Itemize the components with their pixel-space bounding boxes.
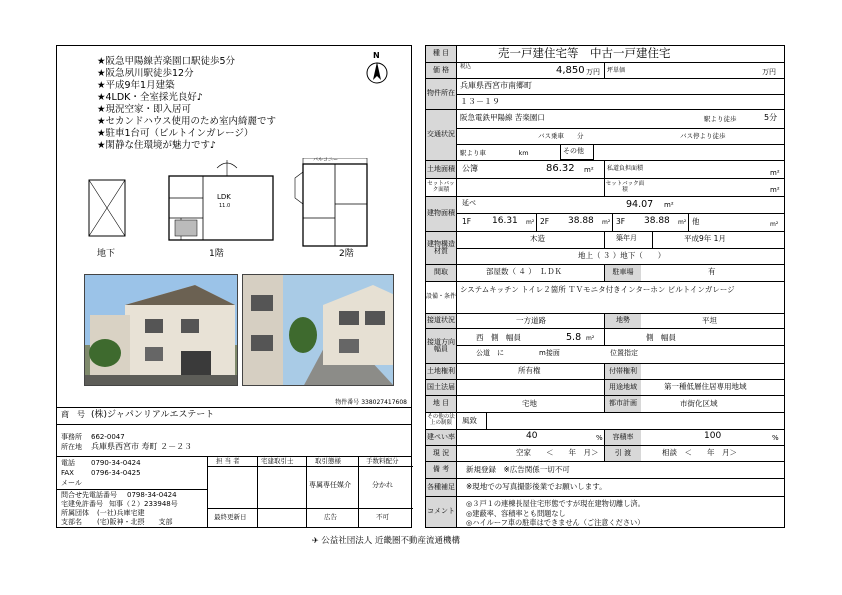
- remarks: 新規登録 ※広告関係一切不可: [466, 465, 570, 474]
- handover: 相談 ＜ 年 月＞: [662, 448, 737, 457]
- easement-label: 付帯権利: [605, 364, 641, 379]
- remarks-label: 備 考: [426, 462, 456, 478]
- note-label: 各種補足: [426, 479, 456, 496]
- land-right-label: 土地権利: [426, 364, 456, 379]
- private-road-label: 私道負担面積: [605, 161, 645, 178]
- built-date: 平成9年 1月: [684, 234, 726, 243]
- f1-unit: m²: [526, 219, 535, 226]
- tax-label: 税込: [460, 64, 472, 70]
- org-logo-icon: ✈: [312, 536, 322, 545]
- city-plan: 市街化区域: [680, 399, 718, 408]
- feature-item: ★駐車1台可（ビルトインガレージ）: [97, 128, 254, 139]
- current-ym: ＜ 年 月＞: [546, 448, 599, 457]
- parking-label: 駐車場: [605, 265, 641, 281]
- floor-area-ratio: 100: [704, 431, 722, 441]
- rail-line: 阪急電鉄甲陽線 苦楽園口: [460, 113, 545, 122]
- walk-minutes: 5分: [764, 113, 778, 122]
- feature-item: ★閑静な住環境が魅力です♪: [97, 140, 217, 151]
- floor-2f: 2階: [339, 249, 354, 259]
- bus-walk-label: バス停より徒歩: [680, 132, 726, 140]
- land-category-label: 地 目: [426, 396, 456, 412]
- transit-label: 交通状況: [426, 110, 456, 160]
- staff-license-header: 宅建取引士: [261, 457, 294, 465]
- coverage-unit: %: [596, 434, 603, 442]
- land-right: 所有権: [518, 366, 541, 375]
- structure: 木造: [530, 234, 545, 243]
- road-label: 接道状況: [426, 314, 456, 328]
- left-panel: [56, 45, 412, 528]
- road-direction: 西 側 幅員: [476, 333, 521, 342]
- built-label: 築年月: [616, 234, 637, 242]
- feature-item: ★阪急夙川駅徒歩12分: [97, 68, 194, 79]
- tel: 0790-34-0424: [91, 459, 141, 467]
- floor-1f: 1階: [209, 249, 224, 259]
- f2-area: 38.88: [568, 216, 594, 226]
- zoning: 第一種低層住居専用地域: [664, 382, 747, 391]
- topography-label: 地勢: [605, 314, 641, 328]
- land-area-unit: m²: [584, 166, 594, 174]
- feature-item: ★阪急甲陽線苦楽園口駅徒歩5分: [97, 56, 236, 67]
- staff-person-header: 担 当 者: [216, 457, 240, 465]
- company-name-label: 商 号: [61, 410, 85, 419]
- comment-list: [466, 499, 645, 528]
- comment-item: ◎３戸１の連棟長屋住宅形態ですが現在建物切離し済。: [466, 499, 645, 508]
- feature-item: ★平成9年1月建築: [97, 80, 175, 91]
- staff-table: [207, 456, 413, 528]
- ldk-size: 11.0: [219, 203, 231, 209]
- office-label: 事務所: [61, 433, 82, 441]
- other-restriction: 風致: [462, 416, 477, 425]
- doc-number: 物件番号 338027417608: [335, 399, 407, 406]
- license: 知事（２）233948号: [109, 500, 178, 508]
- ldk-label: LDK: [217, 193, 231, 201]
- handover-label: 引 渡: [605, 446, 641, 461]
- ad-header: 広告: [324, 513, 337, 521]
- balcony-label: バルコニー: [313, 157, 339, 163]
- other-restriction-label: その他の法上の制限: [426, 413, 456, 429]
- contact-label: 問合せ先電話番号: [61, 491, 117, 499]
- setback-label: セットバック面積: [426, 179, 456, 196]
- fax: 0796-34-0425: [91, 469, 141, 477]
- floor-plan-drawing: [77, 158, 397, 258]
- walk-label: 駅より徒歩: [704, 115, 737, 123]
- contact-tel: 0798-34-0424: [127, 491, 177, 499]
- address-line-1: 兵庫県西宮市南郷町: [460, 81, 532, 90]
- zoning-label: 用途地域: [605, 380, 641, 395]
- equipment-label: 設備・条件: [426, 282, 456, 313]
- structure-label: 建物構造材質: [426, 232, 456, 264]
- f2-label: 2F: [540, 217, 550, 226]
- branch-label: 支部名: [61, 518, 82, 526]
- public-road: 公道 に m接面: [476, 349, 560, 357]
- road-type: 一方道路: [516, 316, 546, 325]
- parking: 有: [708, 267, 716, 276]
- far-label: 容積率: [605, 430, 641, 445]
- north-arrow-icon: N: [365, 52, 389, 86]
- house-photo-front: [84, 274, 238, 386]
- national-land-label: 国土法届: [426, 380, 456, 395]
- bus-ride-label: バス乗車 分: [538, 132, 584, 140]
- comment-label: コメント: [426, 497, 456, 527]
- f1-label: 1F: [462, 217, 472, 226]
- mail-label: メール: [61, 479, 82, 487]
- position-designation: 位置指定: [610, 349, 638, 357]
- location-label: 物件所在: [426, 79, 456, 109]
- current-status-label: 現 況: [426, 446, 456, 461]
- floor-total-unit: m²: [664, 201, 674, 209]
- price-unit: 万円: [586, 68, 600, 76]
- floor-count: 地上（ ３ ）地下（ ）: [578, 251, 666, 260]
- fee-header: 手数料配分: [366, 457, 399, 465]
- road-width-unit: m²: [586, 335, 595, 342]
- company-address: 兵庫県西宮市 寿町 ２－２３: [91, 442, 193, 451]
- footer-org: ✈ 公益社団法人 近畿圏不動産流通機構: [312, 536, 460, 546]
- f1-area: 16.31: [492, 216, 518, 226]
- other-transit-label: その他: [563, 147, 584, 155]
- car-km-label: 駅より車 km: [460, 149, 529, 157]
- office-zip: 662-0047: [91, 433, 125, 441]
- floor-plan: [77, 158, 397, 268]
- updated-header: 最終更新日: [214, 513, 247, 521]
- f3-area: 38.88: [644, 216, 670, 226]
- property-type: 売一戸建住宅等 中古一戸建住宅: [498, 46, 671, 60]
- far-unit: %: [772, 434, 779, 442]
- tel-label: 電話: [61, 459, 75, 467]
- note: ※現地での写真撮影後業でお願いします。: [466, 482, 607, 491]
- land-category: 宅地: [522, 399, 537, 408]
- coverage: 40: [526, 431, 538, 441]
- current-status: 空家: [516, 448, 531, 457]
- right-panel: [425, 45, 785, 528]
- equipment: システムキッチン トイレ２箇所 ＴＶモニタ付きインターホン ビルトインガレージ: [460, 285, 735, 294]
- setback-area-label: セットバック面積: [605, 179, 645, 196]
- house-photo-street: [242, 274, 394, 386]
- private-road-unit: m²: [770, 169, 780, 177]
- other-floor-unit: m²: [770, 221, 779, 228]
- other-floor-label: 他: [692, 217, 700, 226]
- unit-price-unit: 万円: [762, 68, 776, 76]
- road-width: 5.8: [566, 332, 582, 343]
- assoc-label: 所属団体: [61, 509, 89, 517]
- f2-unit: m²: [602, 219, 611, 226]
- fee: 分かれ: [372, 481, 393, 489]
- feature-item: ★現況空家・即入居可: [97, 104, 192, 115]
- branch: (宅)阪神・北摂 支部: [97, 518, 173, 526]
- f3-unit: m²: [678, 219, 687, 226]
- fax-label: FAX: [61, 469, 74, 477]
- road-direction-label: 接道方向幅員: [426, 329, 456, 363]
- floor-total: 94.07: [626, 199, 654, 210]
- feature-list: [97, 56, 276, 152]
- feature-item: ★4LDK・全室採光良好♪: [97, 92, 203, 103]
- ad-status: 不可: [376, 513, 389, 521]
- layout-label: 間取: [426, 265, 456, 281]
- floor-area-label: 建物面積: [426, 197, 456, 231]
- setback-unit: m²: [770, 186, 780, 194]
- city-plan-label: 都市計画: [605, 396, 641, 412]
- unit-price-label: 坪単価: [607, 67, 626, 74]
- comment-item: ◎ハイルーフ車の駐車はできません（ご注意ください）: [466, 518, 645, 527]
- room-layout: 部屋数（ ４ ） ＬＤＫ: [486, 267, 563, 276]
- license-label: 宅建免許番号: [61, 500, 103, 508]
- land-type: 公簿: [462, 164, 478, 173]
- type-label: 種 目: [426, 46, 456, 62]
- land-area: 86.32: [546, 163, 575, 174]
- address-line-2: １３－１９: [460, 97, 500, 106]
- price: 4,850: [556, 65, 585, 76]
- assoc: (一社)兵庫宅建: [97, 509, 145, 517]
- address-label: 所在地: [61, 443, 82, 451]
- floor-basement: 地下: [97, 249, 116, 259]
- trade-mode-header: 取引態様: [315, 457, 341, 465]
- company-name: (株)ジャパンリアルエステート: [91, 410, 215, 420]
- road-direction-2: 側 幅員: [646, 333, 676, 342]
- total-label: 延べ: [462, 199, 476, 207]
- coverage-label: 建ぺい率: [426, 430, 456, 445]
- trade-mode: 専属専任媒介: [309, 481, 351, 489]
- feature-item: ★セカンドハウス使用のため室内綺麗です: [97, 116, 277, 127]
- price-label: 価 格: [426, 63, 456, 78]
- land-area-label: 土地面積: [426, 161, 456, 178]
- topography: 平坦: [702, 316, 717, 325]
- comment-item: ◎建蔽率、容積率とも問題なし: [466, 508, 566, 518]
- f3-label: 3F: [616, 217, 626, 226]
